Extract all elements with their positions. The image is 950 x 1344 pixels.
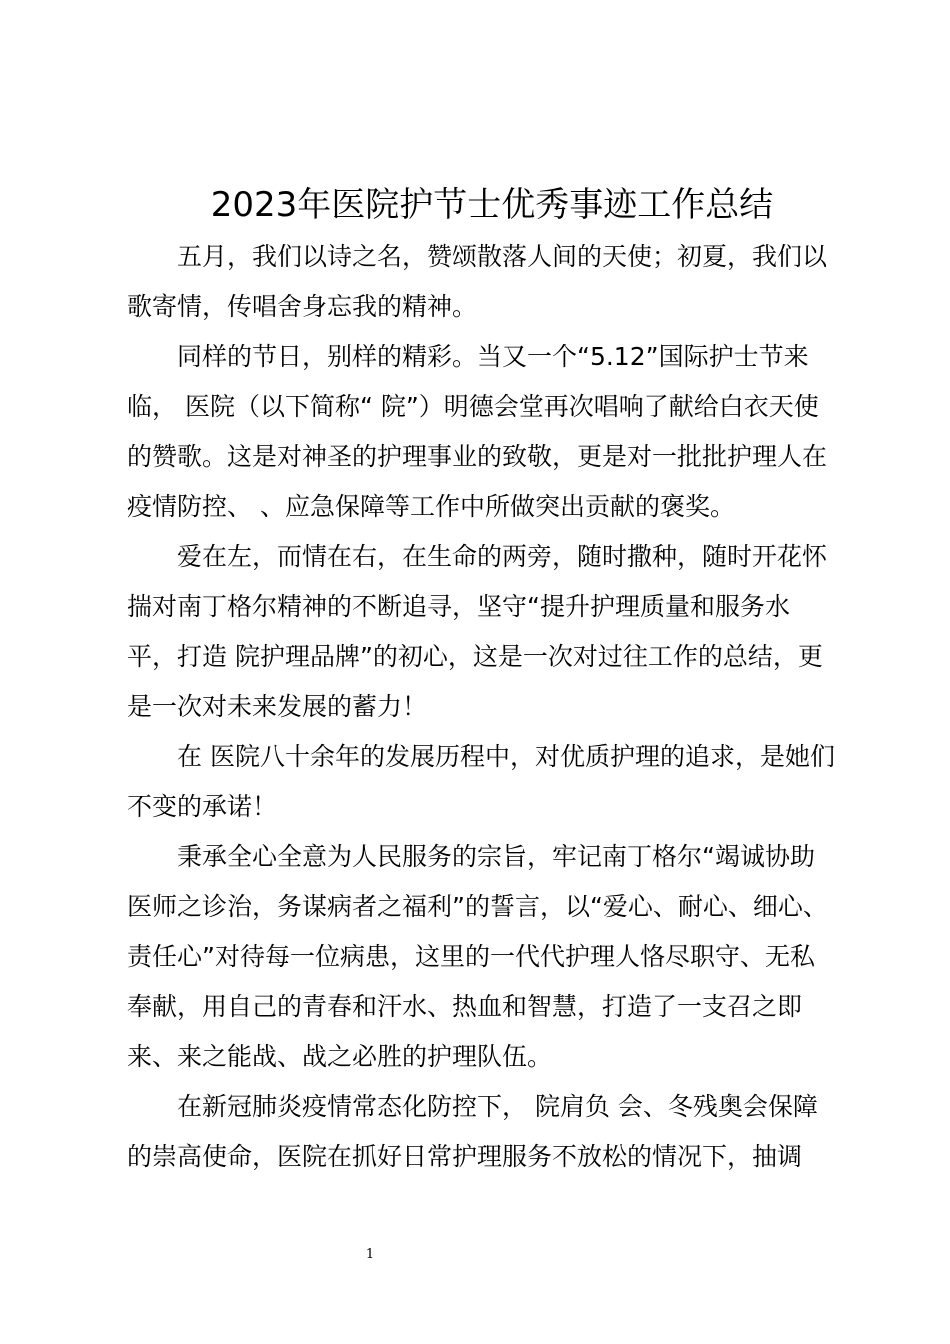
paragraph-3: 爱在左，而情在右，在生命的两旁，随时撒种，随时开花怀揣对南丁格尔精神的不断追寻，坚守“提升护理质量和服务水平，打造 院护理品牌”的初心，这是一次对过往工作的总结，更是一次对未来发展的蓄力！: [127, 542, 828, 721]
document-title: 2023年医院护节士优秀事迹工作总结: [210, 185, 774, 225]
paragraph-6: 在新冠肺炎疫情常态化防控下， 院肩负 会、冬残奥会保障的崇高使命，医院在抓好日常护理服务不放松的情况下，抽调: [127, 1092, 818, 1171]
paragraph-4: 在 医院八十余年的发展历程中，对优质护理的追求，是她们不变的承诺！: [127, 742, 835, 821]
document-body: [127, 232, 839, 1182]
paragraph-5: 秉承全心全意为人民服务的宗旨，牢记南丁格尔“竭诚协助医师之诊治，务谋病者之福利”的誓言，以“爱心、耐心、细心、责任心”对待每一位病患，这里的一代代护理人恪尽职守、无私奉献，用自己的青春和汗水、热血和智慧，打造了一支召之即来、来之能战、战之必胜的护理队伍。: [127, 842, 828, 1071]
paragraph-1: 五月，我们以诗之名，赞颂散落人间的天使；初夏，我们以歌寄情，传唱舍身忘我的精神。: [127, 242, 828, 321]
paragraph-2: 同样的节日，别样的精彩。当又一个“5.12”国际护士节来临， 医院（以下简称“ 院”）明德会堂再次唱响了献给白衣天使的赞歌。这是对神圣的护理事业的致敬，更是对一批批护理人在疫情防控、 、应急保障等工作中所做突出贡献的褒奖。: [127, 342, 828, 521]
page-number: 1: [365, 1247, 375, 1262]
